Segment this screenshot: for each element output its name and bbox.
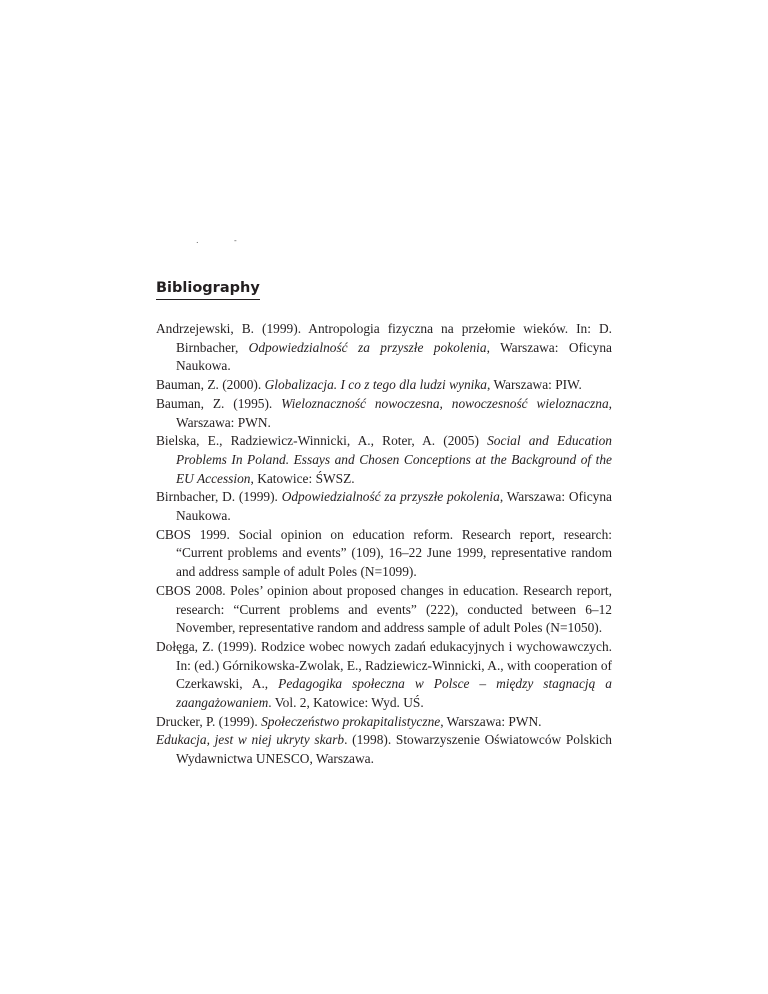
entry-text: . (1998). Stowarzyszenie Oświatowców Polskich Wydawnictwa UNESCO, Warszawa. [176, 732, 612, 767]
bibliography-entry [156, 713, 612, 732]
entry-title: Odpowiedzialność za przyszłe pokolenia [248, 339, 487, 355]
entry-text: , Warszawa: Oficyna Naukowa. [176, 339, 612, 374]
entry-text: Birnbacher, D. (1999). [156, 489, 282, 505]
entry-text: CBOS 2008. Poles’ opinion about proposed changes in education. Research report, research: “Current problems and events” (222), conducted between 6–12 November, representative random and address sample of adult Poles (N=1050). [156, 582, 612, 636]
entry-text: , Katowice: ŚWSZ. [250, 470, 355, 486]
bibliography-entry [156, 582, 612, 638]
stray-mark: . [196, 236, 199, 245]
entry-text: Drucker, P. (1999). [156, 713, 262, 729]
bibliography-list [156, 320, 612, 769]
entry-text: Andrzejewski, B. (1999). Antropologia fizyczna na przełomie wieków. In: D. Birnbacher, [156, 321, 612, 355]
bibliography-entry [156, 488, 612, 525]
entry-title: Edukacja, jest w niej ukryty skarb [156, 732, 345, 748]
entry-title: Wieloznaczność nowoczesna, nowoczesność wieloznaczna [281, 395, 609, 411]
entry-text: Dołęga, Z. (1999). Rodzice wobec nowych zadań edukacyjnych i wychowawczych. In: (ed.) Górnikowska-Zwolak, E., Radziewicz-Winnicki, A., with cooperation of Czerkawski, A., [156, 638, 612, 692]
entry-title: Globalizacja. I co z tego dla ludzi wynika [264, 377, 488, 393]
entry-text: Bauman, Z. (2000). [156, 377, 265, 393]
entry-title: Social and Education Problems In Poland. Essays and Chosen Conceptions at the Background of the EU Accession [176, 433, 612, 486]
section-heading: Bibliography [156, 278, 260, 300]
bibliography-entry [156, 432, 612, 488]
entry-text: Bielska, E., Radziewicz-Winnicki, A., Roter, A. (2005) [156, 433, 488, 449]
stray-mark: - [234, 236, 237, 245]
bibliography-entry [156, 731, 612, 768]
entry-text: , Warszawa: PWN. [176, 395, 613, 430]
entry-text: Bauman, Z. (1995). [156, 395, 282, 411]
bibliography-entry [156, 320, 612, 376]
entry-text: . Vol. 2, Katowice: Wyd. UŚ. [268, 695, 424, 711]
entry-title: Odpowiedzialność za przyszłe pokolenia [281, 489, 500, 505]
entry-text: , Warszawa: Oficyna Naukowa. [176, 489, 612, 524]
entry-text: , Warszawa: PIW. [487, 377, 582, 393]
entry-text: , Warszawa: PWN. [440, 713, 542, 729]
bibliography-entry [156, 526, 612, 582]
bibliography-entry [156, 376, 612, 395]
entry-title: Pedagogika społeczna w Polsce – między stagnacją a zaangażowaniem [176, 676, 612, 711]
entry-title: Społeczeństwo prokapitalistyczne [261, 713, 441, 729]
bibliography-entry [156, 395, 612, 432]
entry-text: CBOS 1999. Social opinion on education reform. Research report, research: “Current problems and events” (109), 16–22 June 1999, representative random and address sample of adult Poles (N=1099). [156, 526, 612, 580]
bibliography-entry [156, 638, 612, 713]
